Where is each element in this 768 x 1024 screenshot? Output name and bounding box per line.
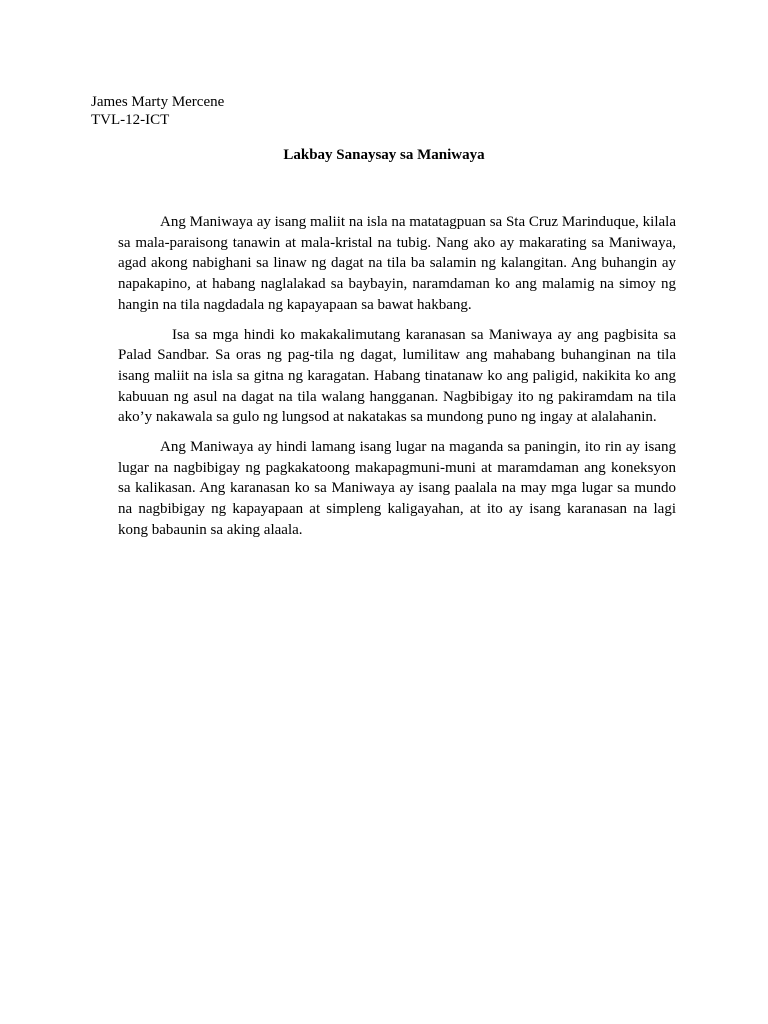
document-header [91, 93, 224, 129]
paragraph-1: Ang Maniwaya ay isang maliit na isla na matatagpuan sa Sta Cruz Marinduque, kilala sa mala-paraisong tanawin at mala-kristal na tubig. Nang ako ay makarating sa Maniwaya, agad akong nabighani sa linaw ng dagat na tila ba salamin ng kalangitan. Ang buhangin ay napakapino, at habang naglalakad sa baybayin, naramdaman ko ang malamig na simoy ng hangin na tila nagdadala ng kapayapaan sa bawat hakbang. [118, 214, 676, 313]
essay-body [118, 212, 676, 550]
paragraph-2: Isa sa mga hindi ko makakalimutang karanasan sa Maniwaya ay ang pagbisita sa Palad Sandbar. Sa oras ng pag-tila ng dagat, lumilitaw ang mahabang buhanginan na tila isang maliit na isla sa gitna ng karagatan. Habang tinatanaw ko ang paligid, nakikita ko ang kabuuan ng asul na dagat na tila walang hangganan. Nagbibigay ito ng pakiramdam na tila ako’y nakawala sa gulo ng lungsod at nakatakas sa mundong puno ng ingay at alalahanin. [118, 326, 676, 426]
class-section: TVL-12-ICT [91, 112, 170, 128]
author-name: James Marty Mercene [91, 94, 225, 110]
paragraph-3: Ang Maniwaya ay hindi lamang isang lugar na maganda sa paningin, ito rin ay isang lugar na nagbibigay ng pagkakatoong makapagmuni-muni at maramdaman ang koneksyon sa kalikasan. Ang karanasan ko sa Maniwaya ay isang paalala na may mga lugar sa mundo na nagbibigay ng kapayapaan at simpleng kaligayahan, at ito ay isang karanasan na lagi kong babaunin sa aking alaala. [118, 439, 676, 538]
essay-title: Lakbay Sanaysay sa Maniwaya [283, 147, 485, 163]
